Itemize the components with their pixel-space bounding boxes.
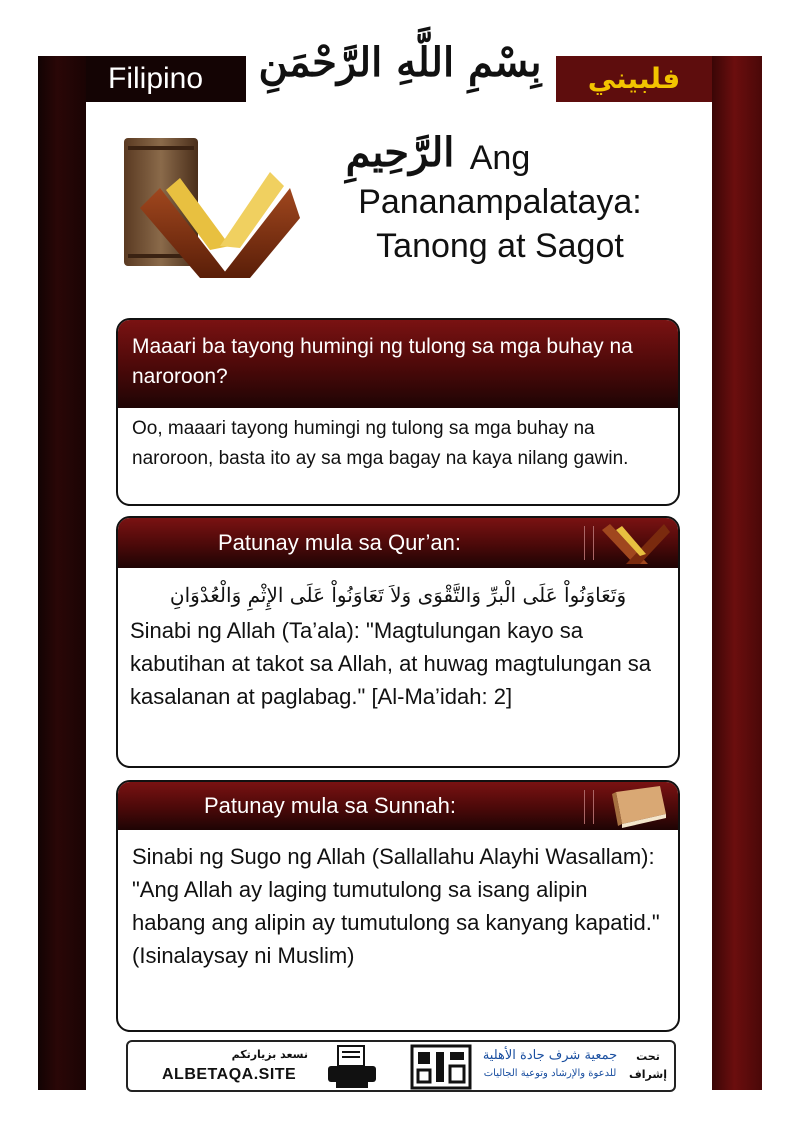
page-title bbox=[300, 136, 700, 268]
basmala-calligraphy: بِسْمِ اللَّهِ الرَّحْمَنِ الرَّحِيمِ bbox=[258, 39, 542, 176]
kufic-logo-icon bbox=[410, 1044, 472, 1090]
org-tagline: للدعوة والإرشاد وتوعية الجاليات bbox=[483, 1068, 617, 1079]
sunnah-heading: Patunay mula sa Sunnah: bbox=[204, 793, 456, 818]
title-line-1: Ang bbox=[469, 139, 531, 177]
quran-body bbox=[118, 568, 678, 717]
title-line-2: Pananampalataya: bbox=[358, 183, 642, 221]
language-label-filipino: Filipino bbox=[86, 56, 246, 102]
footer-bar bbox=[126, 1040, 676, 1092]
title-line-3: Tanong at Sagot bbox=[376, 227, 624, 265]
sunnah-evidence-card bbox=[116, 780, 680, 1032]
sunnah-heading-bar bbox=[118, 782, 678, 830]
book-stand-icon bbox=[600, 520, 670, 564]
question-card bbox=[116, 318, 680, 506]
visit-text: نسعد بزيارتكم bbox=[231, 1048, 308, 1061]
quran-heading-bar bbox=[118, 518, 678, 568]
heading-divider bbox=[584, 790, 594, 824]
quran-translation: Sinabi ng Allah (Ta’ala): "Magtulungan kayo sa kabutihan at takot sa Allah, at huwag magtulungan sa kasalanan at paglabag." [Al-Ma’idah: 2] bbox=[130, 618, 652, 709]
language-label-arabic: فلبيني bbox=[556, 56, 712, 102]
quran-evidence-card bbox=[116, 516, 680, 768]
printer-icon bbox=[324, 1044, 380, 1090]
quran-heading: Patunay mula sa Qur’an: bbox=[218, 530, 461, 555]
site-link[interactable]: ALBETAQA.SITE bbox=[162, 1066, 297, 1083]
sunnah-text: Sinabi ng Sugo ng Allah (Sallallahu Alayhi Wasallam): "Ang Allah ay laging tumutulong sa isang alipin habang ang alipin ay tumutulong sa kanyang kapatid." (Isinalaysay ni Muslim) bbox=[132, 844, 660, 968]
organization-logo bbox=[480, 1046, 620, 1082]
closed-book-icon bbox=[600, 784, 670, 828]
arabic-verse: وَتَعَاوَنُواْ عَلَى الْبرِّ وَالتَّقْوَى وَلاَ تَعَاوَنُواْ عَلَى الإِثْمِ وَالْعُدْوَانِ bbox=[169, 583, 627, 607]
org-name: جمعية شرف جادة الأهلية bbox=[482, 1048, 618, 1063]
heading-divider bbox=[584, 526, 594, 560]
answer-text: Oo, maaari tayong humingi ng tulong sa mga buhay na naroroon, basta ito ay sa mga bagay na kaya nilang gawin. bbox=[132, 418, 629, 469]
left-pillar bbox=[38, 56, 86, 1090]
supervision-label: تحت إشراف bbox=[629, 1050, 667, 1081]
question-text: Maaari ba tayong humingi ng tulong sa mga buhay na naroroon? bbox=[118, 320, 678, 408]
quran-book-stand-icon bbox=[120, 128, 300, 288]
right-pillar bbox=[712, 56, 762, 1090]
